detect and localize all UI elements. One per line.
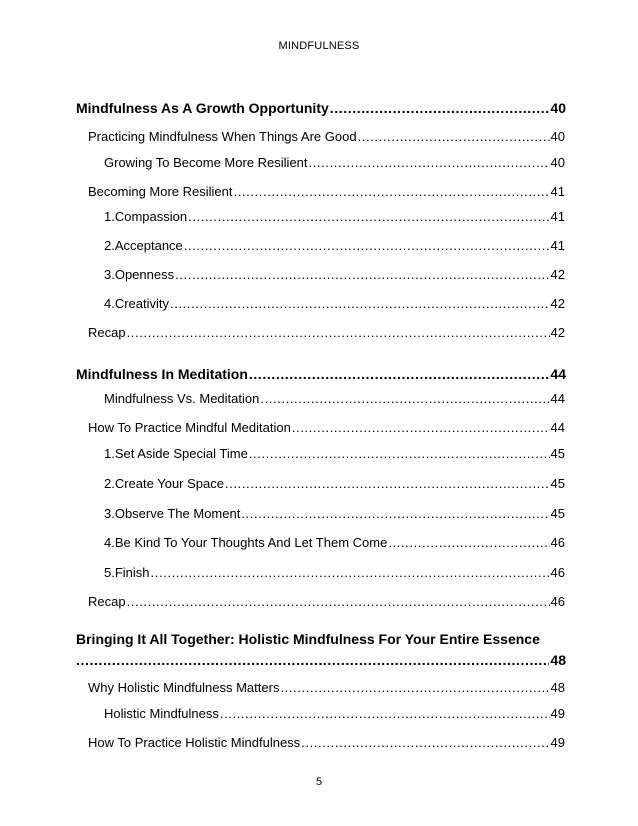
- toc-entry-finish[interactable]: [104, 565, 565, 580]
- toc-entry-title: How To Practice Mindful Meditation: [88, 420, 291, 435]
- toc-entry-why-holistic[interactable]: [88, 680, 565, 695]
- toc-entry-page: 40: [550, 129, 565, 144]
- toc-entry-page: 45: [550, 476, 565, 491]
- toc-entry-set-aside-time[interactable]: [104, 446, 565, 461]
- toc-entry-title: Creativity: [114, 296, 170, 311]
- toc-entry-page: 45: [550, 506, 565, 521]
- toc-entry-page: 40: [550, 155, 565, 170]
- toc-entry-title: Recap: [88, 594, 126, 609]
- toc-entry-page: 46: [550, 594, 565, 609]
- toc-entry-page: 40: [550, 100, 566, 116]
- toc-entry-practice-mindful-meditation[interactable]: [88, 420, 565, 435]
- toc-entry-title: Becoming More Resilient: [88, 184, 233, 199]
- running-header: MINDFULNESS: [278, 40, 360, 52]
- toc-entry-title: Mindfulness In Meditation: [76, 366, 248, 382]
- toc-entry-number: 4.: [104, 535, 115, 550]
- toc-entry-title: Be Kind To Your Thoughts And Let Them Come: [114, 535, 388, 550]
- toc-entry-practice-holistic[interactable]: [88, 735, 565, 750]
- toc-entry-recap-2[interactable]: [88, 594, 565, 609]
- toc-entry-title: Growing To Become More Resilient: [104, 155, 308, 170]
- toc-entry-number: 1.: [104, 209, 115, 224]
- toc-entry-becoming-resilient[interactable]: [88, 184, 565, 199]
- toc-entry-title: Create Your Space: [114, 476, 224, 491]
- page-number: 5: [315, 776, 323, 788]
- toc-entry-title: Openness: [114, 267, 175, 282]
- toc-entry-holistic-mindfulness[interactable]: [104, 706, 565, 721]
- toc-entry-page: 45: [550, 446, 565, 461]
- toc-entry-title: Recap: [88, 325, 126, 340]
- toc-entry-bringing-together-page-line[interactable]: [76, 652, 566, 668]
- toc-entry-mindfulness-vs-meditation[interactable]: [104, 391, 565, 406]
- toc-entry-number: 3.: [104, 506, 115, 521]
- toc-entry-title: Holistic Mindfulness: [104, 706, 219, 721]
- toc-entry-creativity[interactable]: [104, 296, 565, 311]
- toc-entry-title: Observe The Moment: [114, 506, 241, 521]
- toc-entry-mindfulness-meditation[interactable]: [76, 366, 566, 382]
- toc-entry-mindfulness-growth[interactable]: [76, 100, 566, 116]
- toc-entry-page: 46: [550, 565, 565, 580]
- toc-entry-page: 44: [550, 420, 565, 435]
- toc-entry-practicing-mindfulness[interactable]: [88, 129, 565, 144]
- toc-entry-recap-1[interactable]: [88, 325, 565, 340]
- toc-entry-page: 41: [550, 209, 565, 224]
- toc-entry-title: Mindfulness As A Growth Opportunity: [76, 100, 329, 116]
- toc-entry-title: How To Practice Holistic Mindfulness: [88, 735, 301, 750]
- toc-entry-page: 41: [550, 238, 565, 253]
- toc-entry-page: 46: [550, 535, 565, 550]
- toc-entry-observe-moment[interactable]: [104, 506, 565, 521]
- toc-entry-bringing-together-title[interactable]: Bringing It All Together: Holistic Mindfulness For Your Entire Essence: [76, 631, 540, 647]
- toc-entry-title: Practicing Mindfulness When Things Are Good: [88, 129, 357, 144]
- toc-entry-number: 2.: [104, 238, 115, 253]
- toc-entry-page: 42: [550, 325, 565, 340]
- toc-entry-number: 5.: [104, 565, 115, 580]
- toc-entry-number: 1.: [104, 446, 115, 461]
- toc-entry-page: 48: [550, 652, 566, 668]
- toc-entry-number: 4.: [104, 296, 115, 311]
- toc-entry-title: Set Aside Special Time: [114, 446, 248, 461]
- toc-entry-compassion[interactable]: [104, 209, 565, 224]
- toc-entry-title: Compassion: [114, 209, 188, 224]
- toc-entry-page: 42: [550, 267, 565, 282]
- toc-entry-page: 49: [550, 735, 565, 750]
- toc-entry-page: 44: [550, 391, 565, 406]
- toc-entry-title: Mindfulness Vs. Meditation: [104, 391, 260, 406]
- toc-entry-page: 42: [550, 296, 565, 311]
- toc-entry-number: 3.: [104, 267, 115, 282]
- toc-entry-title: Acceptance: [114, 238, 183, 253]
- toc-entry-openness[interactable]: [104, 267, 565, 282]
- toc-entry-growing-resilient[interactable]: [104, 155, 565, 170]
- toc-entry-number: 2.: [104, 476, 115, 491]
- toc-entry-page: 41: [550, 184, 565, 199]
- toc-entry-page: 48: [550, 680, 565, 695]
- toc-entry-acceptance[interactable]: [104, 238, 565, 253]
- toc-entry-title: Finish: [114, 565, 150, 580]
- toc-entry-create-space[interactable]: [104, 476, 565, 491]
- toc-entry-page: 49: [550, 706, 565, 721]
- toc-entry-title: Why Holistic Mindfulness Matters: [88, 680, 280, 695]
- toc-entry-be-kind[interactable]: [104, 535, 565, 550]
- toc-entry-page: 44: [550, 366, 566, 382]
